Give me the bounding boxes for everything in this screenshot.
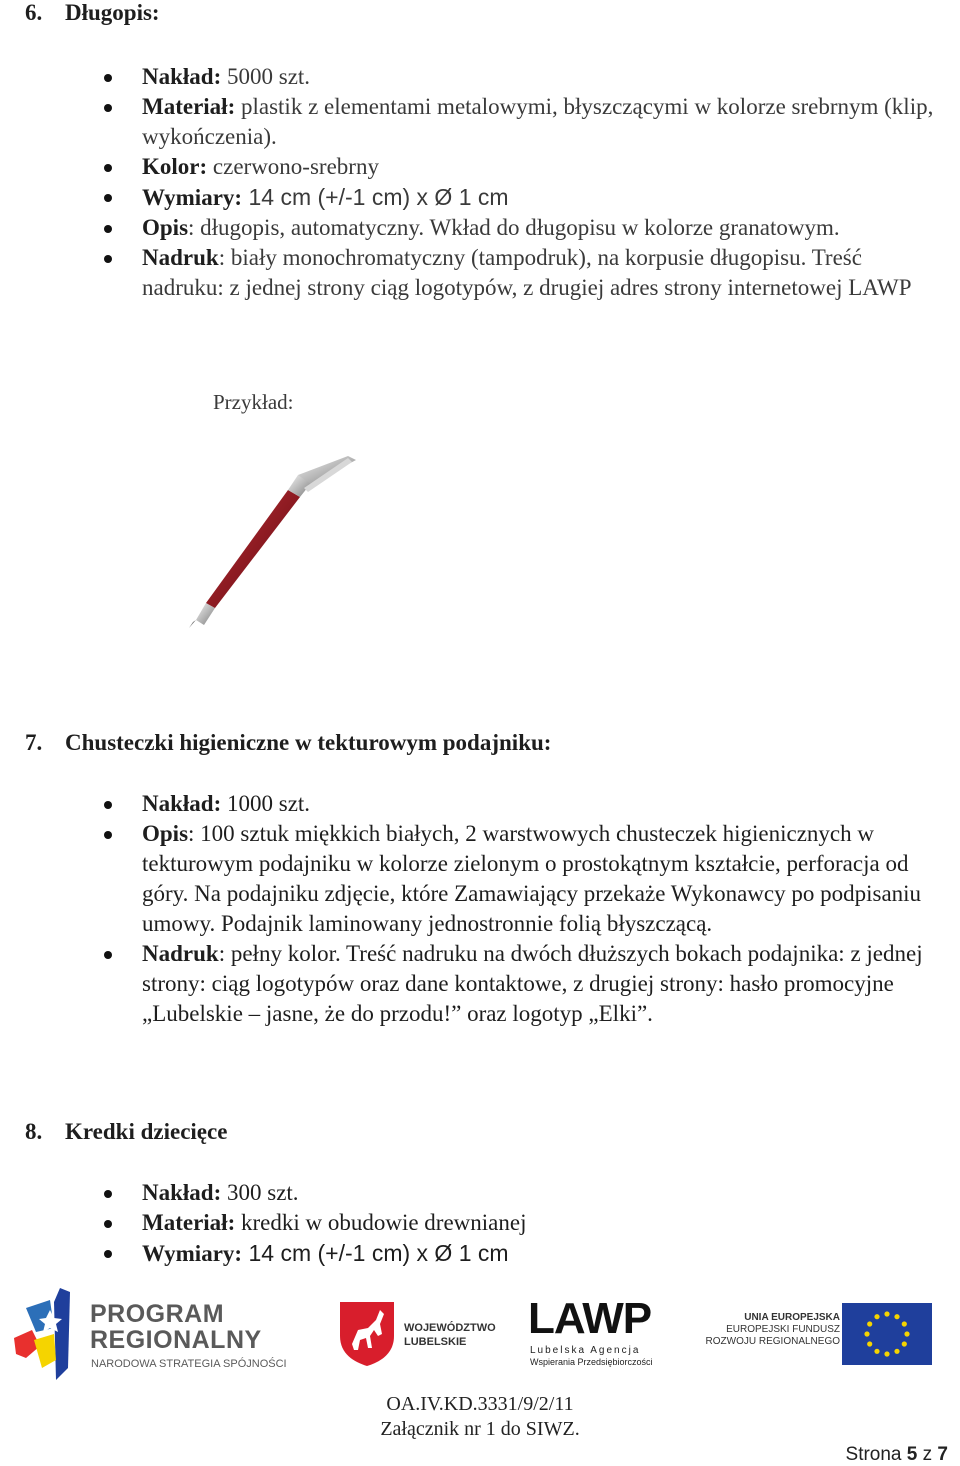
attachment-label: Załącznik nr 1 do SIWZ. <box>380 1418 580 1440</box>
list-item <box>0 819 942 939</box>
page-total: 7 <box>937 1444 948 1465</box>
item-text: 14 cm (+/-1 cm) x Ø 1 cm <box>242 1240 509 1266</box>
program-line1: PROGRAM <box>90 1300 225 1328</box>
item-text: : biały monochromatyczny (tampodruk), na korpusie długopisu. Treść nadruku: z jednej strony ciąg logotypów, z drugiej adres strony internetowej LAWP <box>142 245 912 300</box>
item-text: 5000 szt. <box>221 64 311 89</box>
woj-line2: LUBELSKIE <box>404 1336 467 1348</box>
section-title: Chusteczki higieniczne w tekturowym podajniku: <box>65 730 552 755</box>
section-6-heading <box>25 0 160 26</box>
list-item <box>0 1238 942 1269</box>
lawp-sub1: Lubelska Agencja <box>530 1345 641 1356</box>
ue-line3: ROZWOJU REGIONALNEGO <box>705 1336 840 1347</box>
item-label: Materiał: <box>142 1210 236 1235</box>
item-text: : długopis, automatyczny. Wkład do długopisu w kolorze granatowym. <box>188 215 840 240</box>
list-item <box>0 213 942 243</box>
program-emblem-icon <box>12 1288 84 1380</box>
page-separator: z <box>917 1444 938 1465</box>
list-item <box>0 1178 942 1208</box>
page-current: 5 <box>906 1444 918 1465</box>
item-text: : pełny kolor. Treść nadruku na dwóch dłuższych bokach podajnika: z jednej strony: ciąg logotypów oraz dane kontaktowe, z drugiej strony: hasło promocyjne „Lubelskie – jasne, że do przodu!” oraz logotyp „Elki”. <box>142 941 923 1026</box>
list-item <box>0 939 942 1029</box>
eu-fund-text <box>700 1312 840 1362</box>
list-item <box>0 243 942 303</box>
item-text: 14 cm (+/-1 cm) x Ø 1 cm <box>242 184 509 210</box>
lawp-sub2: Wspierania Przedsiębiorczości <box>530 1357 653 1367</box>
list-item <box>0 62 942 92</box>
item-label: Nakład: <box>142 791 222 816</box>
item-text: plastik z elementami metalowymi, błyszczącymi w kolorze srebrnym (klip, wykończenia). <box>142 94 934 149</box>
item-label: Opis <box>142 215 189 240</box>
item-label: Materiał: <box>142 94 236 119</box>
pen-body <box>189 456 356 628</box>
wojewodztwo-logo <box>338 1300 498 1370</box>
ue-line1: UNIA EUROPEJSKA <box>744 1312 840 1323</box>
coat-of-arms-icon <box>338 1300 396 1366</box>
section-number: 7. <box>25 730 43 755</box>
item-text: : 100 sztuk miękkich białych, 2 warstwowych chusteczek higienicznych w tekturowym podajniku w kolorze zielonym o prostokątnym kształcie, perforacja od góry. Na podajniku zdjęcie, które Zamawiający przekaże Wykonawcy po podpisaniu umowy. Podajnik laminowany jednostronnie folią błyszczącą. <box>142 821 922 936</box>
item-text: czerwono-srebrny <box>207 154 379 179</box>
woj-line1: WOJEWÓDZTWO <box>404 1322 496 1334</box>
list-item <box>0 789 942 819</box>
lawp-logo <box>528 1294 668 1370</box>
section-8-list <box>0 1178 942 1269</box>
item-label: Wymiary: <box>142 1241 243 1266</box>
item-text: 1000 szt. <box>221 791 311 816</box>
item-label: Opis <box>142 821 189 846</box>
eu-flag-icon <box>842 1303 932 1365</box>
item-label: Nakład: <box>142 64 222 89</box>
program-line2: REGIONALNY <box>90 1326 262 1354</box>
item-text: 300 szt. <box>221 1180 299 1205</box>
item-text: kredki w obudowie drewnianej <box>235 1210 527 1235</box>
section-title: Kredki dziecięce <box>65 1119 228 1144</box>
section-7-list <box>0 789 942 1029</box>
program-regionalny-logo <box>12 1288 302 1380</box>
list-item <box>0 182 942 213</box>
section-number: 6. <box>25 0 43 25</box>
lawp-main: LAWP <box>528 1294 652 1343</box>
pen-image <box>180 450 370 630</box>
item-label: Nadruk <box>142 245 219 270</box>
page-number <box>846 1444 948 1466</box>
section-8-heading <box>25 1119 227 1145</box>
list-item <box>0 92 942 152</box>
section-title: Długopis: <box>65 0 160 25</box>
section-6-list <box>0 62 942 303</box>
list-item <box>0 1208 942 1238</box>
item-label: Nadruk <box>142 941 219 966</box>
program-subtitle: NARODOWA STRATEGIA SPÓJNOŚCI <box>91 1358 287 1370</box>
item-label: Wymiary: <box>142 185 243 210</box>
document-reference: OA.IV.KD.3331/9/2/11 <box>386 1393 574 1415</box>
example-label: Przykład: <box>213 390 294 414</box>
list-item <box>0 152 942 182</box>
ue-line2: EUROPEJSKI FUNDUSZ <box>726 1324 840 1335</box>
section-7-heading <box>25 730 551 756</box>
item-label: Kolor: <box>142 154 208 179</box>
page-prefix: Strona <box>845 1444 907 1465</box>
section-number: 8. <box>25 1119 43 1144</box>
item-label: Nakład: <box>142 1180 222 1205</box>
